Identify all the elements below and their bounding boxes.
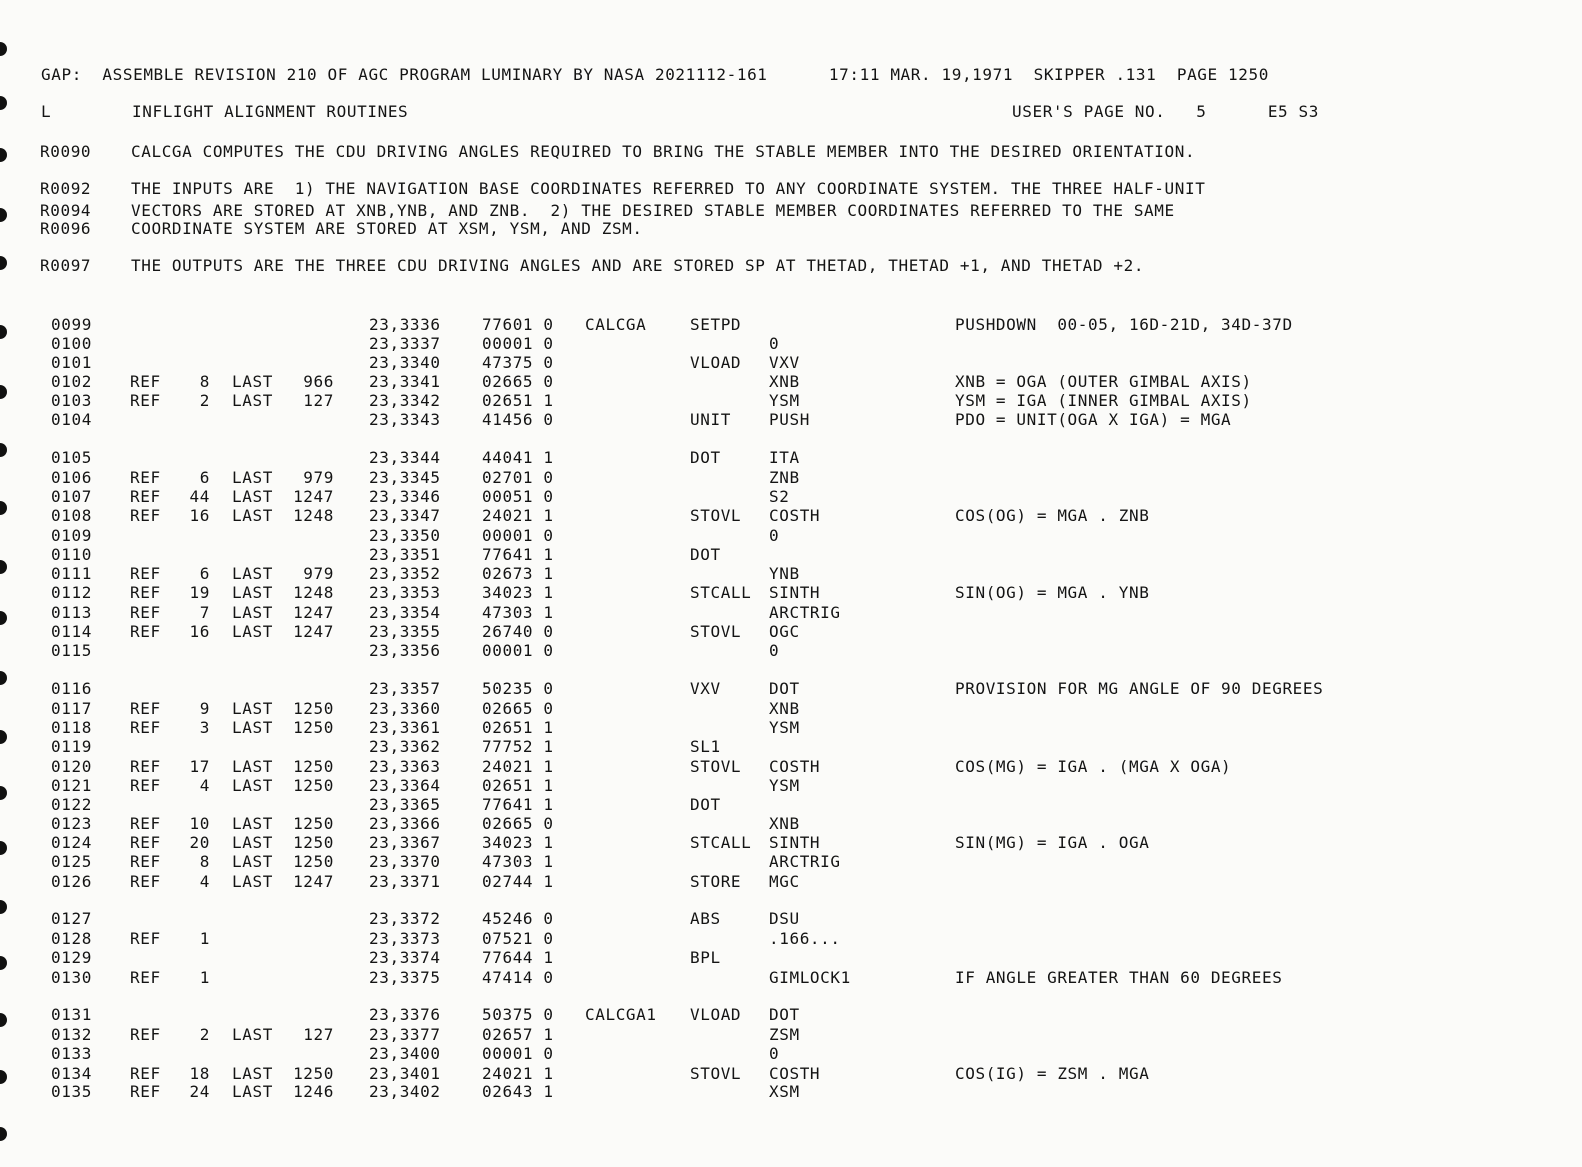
line-number: 0107: [51, 487, 92, 506]
address: 23,3355: [369, 622, 441, 641]
octal-code: 02651 1: [482, 776, 554, 795]
remark: COS(MG) = IGA . (MGA X OGA): [955, 757, 1232, 776]
line-number: 0116: [51, 679, 92, 698]
address: 23,3341: [369, 372, 441, 391]
address: 23,3360: [369, 699, 441, 718]
ref-label: REF: [130, 372, 161, 391]
ref-count: 44: [189, 487, 210, 506]
opcode: STORE: [690, 872, 742, 891]
last-page: 1247: [293, 622, 334, 641]
opcode: STOVL: [690, 622, 742, 641]
last-page: 1250: [293, 699, 334, 718]
address: 23,3365: [369, 795, 441, 814]
line-number: 0103: [51, 391, 92, 410]
line-number: 0110: [51, 545, 92, 564]
ref-label: REF: [130, 1025, 161, 1044]
ref-count: 18: [189, 1064, 210, 1083]
feed-hole: [0, 256, 7, 270]
line-number: 0131: [51, 1005, 92, 1024]
remark: PDO = UNIT(OGA X IGA) = MGA: [955, 410, 1232, 429]
last-label: LAST: [232, 506, 273, 525]
operand: PUSH: [769, 410, 810, 429]
symbol-label: CALCGA: [585, 315, 647, 334]
address: 23,3376: [369, 1005, 441, 1024]
opcode: DOT: [690, 545, 721, 564]
octal-code: 02744 1: [482, 872, 554, 891]
octal-code: 07521 0: [482, 929, 554, 948]
last-page: 1250: [293, 852, 334, 871]
ref-label: REF: [130, 487, 161, 506]
ref-count: 20: [189, 833, 210, 852]
comment-text: THE INPUTS ARE 1) THE NAVIGATION BASE COORDINATES REFERRED TO ANY COORDINATE SYSTEM. THE THREE HALF-UNIT: [131, 179, 1206, 198]
opcode: STOVL: [690, 506, 742, 525]
line-number: 0104: [51, 410, 92, 429]
line-number: 0132: [51, 1025, 92, 1044]
address: 23,3337: [369, 334, 441, 353]
opcode: STCALL: [690, 583, 752, 602]
opcode: DOT: [690, 795, 721, 814]
address: 23,3347: [369, 506, 441, 525]
operand: XSM: [769, 1082, 800, 1101]
address: 23,3342: [369, 391, 441, 410]
octal-code: 47303 1: [482, 852, 554, 871]
ref-count: 4: [199, 872, 210, 891]
octal-code: 47414 0: [482, 968, 554, 987]
feed-hole: [0, 443, 7, 457]
last-page: 127: [303, 391, 334, 410]
ref-label: REF: [130, 622, 161, 641]
line-number: 0108: [51, 506, 92, 525]
opcode: STOVL: [690, 1064, 742, 1083]
address: 23,3361: [369, 718, 441, 737]
remark: SIN(OG) = MGA . YNB: [955, 583, 1150, 602]
line-number: 0114: [51, 622, 92, 641]
last-label: LAST: [232, 487, 273, 506]
ref-count: 24: [189, 1082, 210, 1101]
octal-code: 00051 0: [482, 487, 554, 506]
address: 23,3345: [369, 468, 441, 487]
line-number: 0101: [51, 353, 92, 372]
octal-code: 00001 0: [482, 334, 554, 353]
last-label: LAST: [232, 391, 273, 410]
operand: S2: [769, 487, 790, 506]
feed-hole: [0, 956, 7, 970]
operand: GIMLOCK1: [769, 968, 851, 987]
ref-label: REF: [130, 583, 161, 602]
ref-count: 17: [189, 757, 210, 776]
opcode: STOVL: [690, 757, 742, 776]
line-number: 0102: [51, 372, 92, 391]
comment-line-number: R0094: [40, 201, 92, 220]
operand: DOT: [769, 1005, 800, 1024]
comment-line-number: R0092: [40, 179, 92, 198]
line-number: 0133: [51, 1044, 92, 1063]
remark: PUSHDOWN 00-05, 16D-21D, 34D-37D: [955, 315, 1293, 334]
address: 23,3352: [369, 564, 441, 583]
ref-count: 4: [199, 776, 210, 795]
line-number: 0134: [51, 1064, 92, 1083]
address: 23,3372: [369, 909, 441, 928]
section-title: INFLIGHT ALIGNMENT ROUTINES: [132, 102, 409, 121]
line-number: 0117: [51, 699, 92, 718]
opcode: VXV: [690, 679, 721, 698]
ref-label: REF: [130, 776, 161, 795]
address: 23,3344: [369, 448, 441, 467]
feed-hole: [0, 1070, 7, 1084]
address: 23,3370: [369, 852, 441, 871]
last-label: LAST: [232, 852, 273, 871]
last-label: LAST: [232, 1025, 273, 1044]
feed-hole: [0, 611, 7, 625]
ref-count: 6: [199, 564, 210, 583]
operand: 0: [769, 526, 780, 545]
line-number: 0109: [51, 526, 92, 545]
ref-count: 16: [189, 622, 210, 641]
octal-code: 02673 1: [482, 564, 554, 583]
feed-hole: [0, 42, 7, 56]
operand: SINTH: [769, 833, 821, 852]
octal-code: 77644 1: [482, 948, 554, 967]
octal-code: 24021 1: [482, 1064, 554, 1083]
line-number: 0135: [51, 1082, 92, 1101]
octal-code: 02643 1: [482, 1082, 554, 1101]
line-number: 0111: [51, 564, 92, 583]
last-page: 1250: [293, 833, 334, 852]
line-number: 0126: [51, 872, 92, 891]
operand: XNB: [769, 699, 800, 718]
last-label: LAST: [232, 718, 273, 737]
line-number: 0106: [51, 468, 92, 487]
feed-hole: [0, 560, 7, 574]
last-page: 1250: [293, 718, 334, 737]
octal-code: 02665 0: [482, 814, 554, 833]
ref-count: 8: [199, 372, 210, 391]
last-label: LAST: [232, 564, 273, 583]
ref-label: REF: [130, 852, 161, 871]
last-page: 979: [303, 468, 334, 487]
line-number: 0099: [51, 315, 92, 334]
address: 23,3346: [369, 487, 441, 506]
opcode: ABS: [690, 909, 721, 928]
line-number: 0115: [51, 641, 92, 660]
operand: SINTH: [769, 583, 821, 602]
line-number: 0128: [51, 929, 92, 948]
octal-code: 77641 1: [482, 545, 554, 564]
line-number: 0113: [51, 603, 92, 622]
comment-text: COORDINATE SYSTEM ARE STORED AT XSM, YSM, AND ZSM.: [131, 219, 643, 238]
octal-code: 24021 1: [482, 506, 554, 525]
octal-code: 50375 0: [482, 1005, 554, 1024]
address: 23,3371: [369, 872, 441, 891]
feed-hole: [0, 325, 7, 339]
line-number: 0100: [51, 334, 92, 353]
last-label: LAST: [232, 1082, 273, 1101]
octal-code: 47375 0: [482, 353, 554, 372]
last-label: LAST: [232, 622, 273, 641]
ref-label: REF: [130, 1064, 161, 1083]
octal-code: 77641 1: [482, 795, 554, 814]
ref-count: 7: [199, 603, 210, 622]
address: 23,3353: [369, 583, 441, 602]
operand: COSTH: [769, 1064, 821, 1083]
address: 23,3343: [369, 410, 441, 429]
last-label: LAST: [232, 814, 273, 833]
address: 23,3374: [369, 948, 441, 967]
operand: ITA: [769, 448, 800, 467]
ref-label: REF: [130, 757, 161, 776]
symbol-label: CALCGA1: [585, 1005, 657, 1024]
last-page: 1250: [293, 814, 334, 833]
ref-count: 8: [199, 852, 210, 871]
operand: .166...: [769, 929, 841, 948]
octal-code: 00001 0: [482, 641, 554, 660]
address: 23,3373: [369, 929, 441, 948]
last-page: 1246: [293, 1082, 334, 1101]
ref-label: REF: [130, 833, 161, 852]
ref-label: REF: [130, 968, 161, 987]
remark: IF ANGLE GREATER THAN 60 DEGREES: [955, 968, 1283, 987]
operand: COSTH: [769, 506, 821, 525]
operand: YSM: [769, 718, 800, 737]
ref-count: 19: [189, 583, 210, 602]
octal-code: 24021 1: [482, 757, 554, 776]
address: 23,3350: [369, 526, 441, 545]
ref-label: REF: [130, 506, 161, 525]
last-page: 979: [303, 564, 334, 583]
feed-hole: [0, 1013, 7, 1027]
address: 23,3357: [369, 679, 441, 698]
last-label: LAST: [232, 776, 273, 795]
line-number: 0121: [51, 776, 92, 795]
address: 23,3375: [369, 968, 441, 987]
operand: ZSM: [769, 1025, 800, 1044]
last-label: LAST: [232, 603, 273, 622]
ref-label: REF: [130, 718, 161, 737]
octal-code: 41456 0: [482, 410, 554, 429]
operand: 0: [769, 334, 780, 353]
address: 23,3340: [369, 353, 441, 372]
octal-code: 02665 0: [482, 372, 554, 391]
octal-code: 02665 0: [482, 699, 554, 718]
operand: DOT: [769, 679, 800, 698]
octal-code: 45246 0: [482, 909, 554, 928]
remark: XNB = OGA (OUTER GIMBAL AXIS): [955, 372, 1252, 391]
opcode: STCALL: [690, 833, 752, 852]
feed-hole: [0, 96, 7, 110]
user-page-number: USER'S PAGE NO. 5 E5 S3: [1012, 102, 1319, 121]
opcode: SL1: [690, 737, 721, 756]
last-label: LAST: [232, 1064, 273, 1083]
comment-text: VECTORS ARE STORED AT XNB,YNB, AND ZNB. 2) THE DESIRED STABLE MEMBER COORDINATES REFERRED TO THE SAME: [131, 201, 1175, 220]
octal-code: 77601 0: [482, 315, 554, 334]
operand: MGC: [769, 872, 800, 891]
header-line: GAP: ASSEMBLE REVISION 210 OF AGC PROGRAM LUMINARY BY NASA 2021112-161 17:11 MAR. 19,1971 SKIPPER .131 PAGE 1250: [41, 65, 1269, 84]
operand: COSTH: [769, 757, 821, 776]
line-number: 0123: [51, 814, 92, 833]
octal-code: 34023 1: [482, 583, 554, 602]
comment-line-number: R0096: [40, 219, 92, 238]
octal-code: 00001 0: [482, 1044, 554, 1063]
ref-label: REF: [130, 699, 161, 718]
ref-count: 2: [199, 1025, 210, 1044]
ref-label: REF: [130, 391, 161, 410]
last-label: LAST: [232, 833, 273, 852]
feed-hole: [0, 841, 7, 855]
operand: YSM: [769, 776, 800, 795]
opcode: UNIT: [690, 410, 731, 429]
address: 23,3356: [369, 641, 441, 660]
operand: ARCTRIG: [769, 603, 841, 622]
address: 23,3362: [369, 737, 441, 756]
octal-code: 02651 1: [482, 391, 554, 410]
ref-count: 2: [199, 391, 210, 410]
address: 23,3354: [369, 603, 441, 622]
octal-code: 26740 0: [482, 622, 554, 641]
last-page: 1250: [293, 1064, 334, 1083]
address: 23,3366: [369, 814, 441, 833]
address: 23,3336: [369, 315, 441, 334]
octal-code: 34023 1: [482, 833, 554, 852]
octal-code: 47303 1: [482, 603, 554, 622]
feed-hole: [0, 900, 7, 914]
operand: XNB: [769, 814, 800, 833]
operand: YNB: [769, 564, 800, 583]
address: 23,3364: [369, 776, 441, 795]
ref-count: 1: [199, 929, 210, 948]
octal-code: 50235 0: [482, 679, 554, 698]
opcode: SETPD: [690, 315, 742, 334]
remark: COS(OG) = MGA . ZNB: [955, 506, 1150, 525]
octal-code: 44041 1: [482, 448, 554, 467]
comment-line-number: R0090: [40, 142, 92, 161]
line-number: 0129: [51, 948, 92, 967]
address: 23,3401: [369, 1064, 441, 1083]
remark: PROVISION FOR MG ANGLE OF 90 DEGREES: [955, 679, 1324, 698]
line-number: 0125: [51, 852, 92, 871]
opcode: DOT: [690, 448, 721, 467]
last-label: LAST: [232, 699, 273, 718]
ref-count: 9: [199, 699, 210, 718]
address: 23,3363: [369, 757, 441, 776]
comment-text: THE OUTPUTS ARE THE THREE CDU DRIVING ANGLES AND ARE STORED SP AT THETAD, THETAD +1, AND THETAD +2.: [131, 256, 1145, 275]
line-number: 0122: [51, 795, 92, 814]
line-number: 0120: [51, 757, 92, 776]
ref-count: 16: [189, 506, 210, 525]
feed-hole: [0, 208, 7, 222]
remark: SIN(MG) = IGA . OGA: [955, 833, 1150, 852]
ref-label: REF: [130, 603, 161, 622]
address: 23,3367: [369, 833, 441, 852]
opcode: VLOAD: [690, 353, 742, 372]
remark: COS(IG) = ZSM . MGA: [955, 1064, 1150, 1083]
feed-hole: [0, 730, 7, 744]
line-number: 0130: [51, 968, 92, 987]
ref-count: 3: [199, 718, 210, 737]
operand: ZNB: [769, 468, 800, 487]
feed-hole: [0, 786, 7, 800]
line-number: 0118: [51, 718, 92, 737]
last-page: 966: [303, 372, 334, 391]
last-page: 1247: [293, 487, 334, 506]
last-page: 1247: [293, 872, 334, 891]
feed-hole: [0, 148, 7, 162]
comment-text: CALCGA COMPUTES THE CDU DRIVING ANGLES REQUIRED TO BRING THE STABLE MEMBER INTO THE DESIRED ORIENTATION.: [131, 142, 1196, 161]
octal-code: 02651 1: [482, 718, 554, 737]
operand: YSM: [769, 391, 800, 410]
ref-label: REF: [130, 814, 161, 833]
operand: XNB: [769, 372, 800, 391]
last-label: LAST: [232, 872, 273, 891]
last-page: 1250: [293, 776, 334, 795]
feed-hole: [0, 385, 7, 399]
last-label: LAST: [232, 757, 273, 776]
operand: 0: [769, 641, 780, 660]
octal-code: 02701 0: [482, 468, 554, 487]
feed-hole: [0, 671, 7, 685]
comment-line-number: R0097: [40, 256, 92, 275]
opcode: VLOAD: [690, 1005, 742, 1024]
operand: 0: [769, 1044, 780, 1063]
section-code: L: [41, 102, 52, 121]
address: 23,3351: [369, 545, 441, 564]
address: 23,3402: [369, 1082, 441, 1101]
last-page: 1250: [293, 757, 334, 776]
operand: DSU: [769, 909, 800, 928]
ref-count: 6: [199, 468, 210, 487]
operand: OGC: [769, 622, 800, 641]
line-number: 0127: [51, 909, 92, 928]
operand: VXV: [769, 353, 800, 372]
line-number: 0105: [51, 448, 92, 467]
octal-code: 02657 1: [482, 1025, 554, 1044]
line-number: 0124: [51, 833, 92, 852]
ref-label: REF: [130, 1082, 161, 1101]
ref-label: REF: [130, 872, 161, 891]
opcode: BPL: [690, 948, 721, 967]
line-number: 0112: [51, 583, 92, 602]
ref-label: REF: [130, 929, 161, 948]
ref-label: REF: [130, 468, 161, 487]
line-number: 0119: [51, 737, 92, 756]
last-label: LAST: [232, 583, 273, 602]
last-label: LAST: [232, 372, 273, 391]
ref-count: 10: [189, 814, 210, 833]
last-page: 1247: [293, 603, 334, 622]
feed-hole: [0, 1127, 7, 1141]
remark: YSM = IGA (INNER GIMBAL AXIS): [955, 391, 1252, 410]
last-page: 127: [303, 1025, 334, 1044]
last-page: 1248: [293, 583, 334, 602]
last-label: LAST: [232, 468, 273, 487]
ref-count: 1: [199, 968, 210, 987]
feed-hole: [0, 501, 7, 515]
address: 23,3377: [369, 1025, 441, 1044]
octal-code: 00001 0: [482, 526, 554, 545]
last-page: 1248: [293, 506, 334, 525]
address: 23,3400: [369, 1044, 441, 1063]
operand: ARCTRIG: [769, 852, 841, 871]
ref-label: REF: [130, 564, 161, 583]
octal-code: 77752 1: [482, 737, 554, 756]
